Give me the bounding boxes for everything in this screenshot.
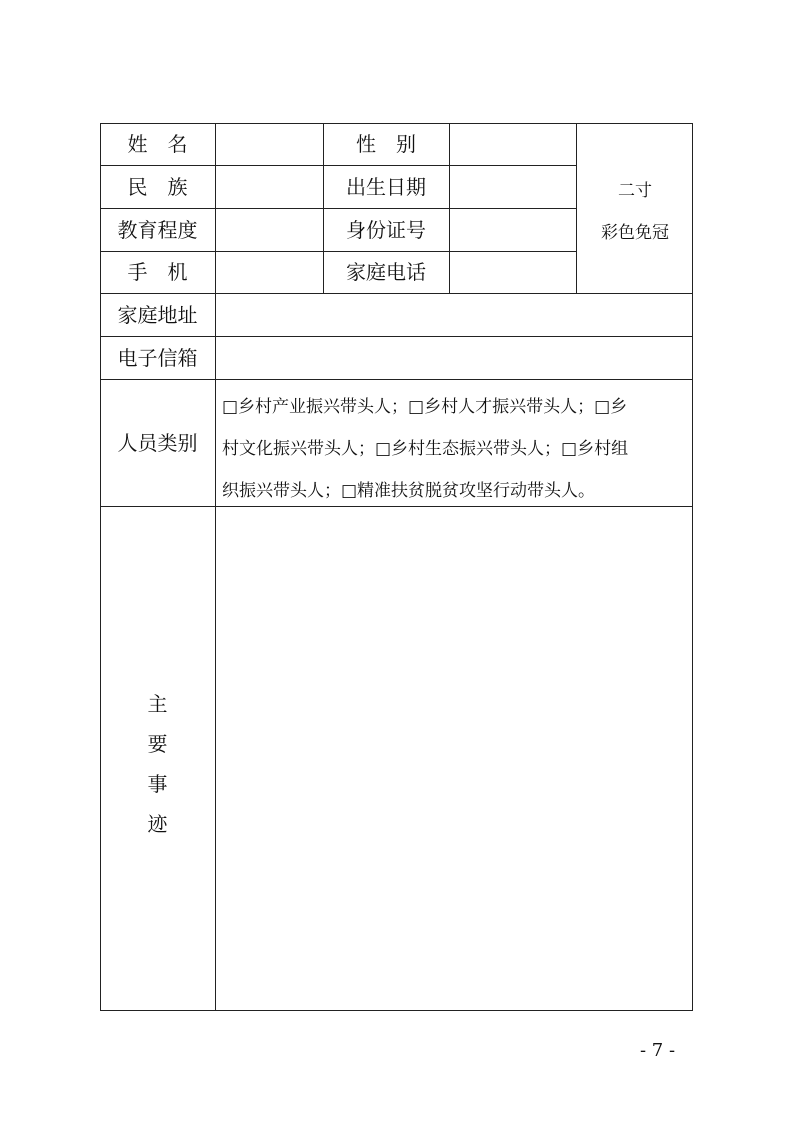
id-number-label: 身份证号: [346, 217, 426, 242]
main-deeds-char-3: 事: [147, 772, 168, 796]
main-deeds-label: [100, 684, 215, 844]
main-deeds-char-1: 主: [147, 692, 168, 716]
home-phone-field[interactable]: [450, 252, 576, 293]
email-field[interactable]: [216, 337, 693, 379]
main-deeds-char-2: 要: [147, 732, 168, 756]
education-field[interactable]: [216, 209, 323, 251]
mobile-field[interactable]: [216, 252, 323, 293]
category-label: 人员类别: [117, 430, 198, 455]
mobile-label: 手 机: [127, 260, 188, 284]
birthdate-label: 出生日期: [346, 174, 426, 199]
email-label: 电子信箱: [117, 345, 198, 370]
id-number-field[interactable]: [450, 209, 576, 251]
photo-size-label: 二寸: [618, 181, 652, 201]
name-label: 姓 名: [127, 132, 188, 156]
address-label: 家庭地址: [117, 302, 198, 327]
main-deeds-field[interactable]: [216, 507, 693, 1011]
ethnicity-label: 民 族: [127, 174, 188, 199]
gender-label: 性 别: [356, 132, 416, 156]
category-options-line-2[interactable]: 村文化振兴带头人；□乡村生态振兴带头人；□乡村组: [222, 439, 629, 459]
gender-field[interactable]: [450, 124, 576, 165]
education-label: 教育程度: [117, 217, 198, 242]
birthdate-field[interactable]: [450, 166, 576, 208]
name-field[interactable]: [216, 124, 323, 165]
category-options-line-1[interactable]: □乡村产业振兴带头人；□乡村人才振兴带头人；□乡: [222, 397, 628, 417]
photo-type-label: 彩色免冠: [601, 223, 669, 243]
main-deeds-char-4: 迹: [147, 812, 168, 836]
category-options[interactable]: [222, 386, 687, 512]
page-number: - 7 -: [640, 1040, 676, 1061]
col-divider-photo: [576, 123, 577, 293]
ethnicity-field[interactable]: [216, 166, 323, 208]
home-phone-label: 家庭电话: [346, 260, 426, 284]
category-options-line-3[interactable]: 织振兴带头人；□精准扶贫脱贫攻坚行动带头人。: [222, 481, 596, 501]
address-field[interactable]: [216, 294, 693, 336]
